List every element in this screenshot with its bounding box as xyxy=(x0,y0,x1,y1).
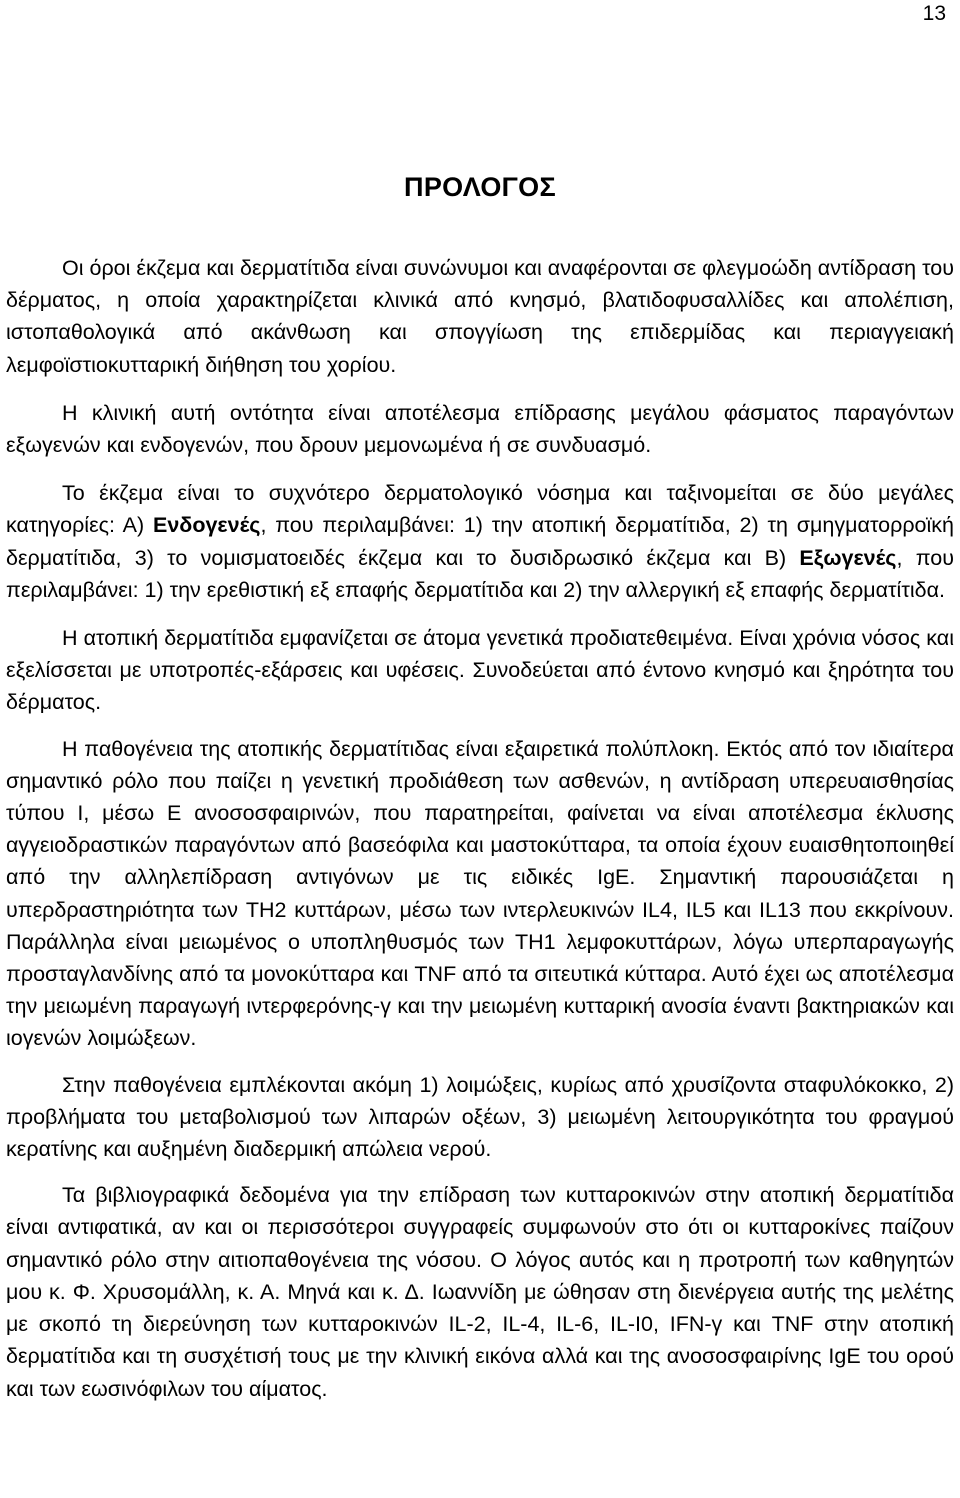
exogenous-label: Εξωγενές xyxy=(799,545,897,570)
page-number: 13 xyxy=(922,2,946,25)
paragraph-definition: Οι όροι έκζεμα και δερματίτιδα είναι συνώνυμοι και αναφέρονται σε φλεγμοώδη αντίδραση του δέρματος, η οποία χαρακτηρίζεται κλινικά από κνησμό, βλατιδοφυσαλλίδες και απολέπιση, ιστοπαθολογικά από ακάνθωση και σπογγίωση της επιδερμίδας και περιαγγειακή λεμφοϊστιοκυτταρική διήθηση του χορίου. xyxy=(6,256,954,377)
paragraph-additional-factors: Στην παθογένεια εμπλέκονται ακόμη 1) λοιμώξεις, κυρίως από χρυσίζοντα σταφυλόκοκκο, 2) προβλήματα του μεταβολισμού των λιπαρών οξέων, 3) μειωμένη λειτουργικότητα του φραγμού κερατίνης και αυξημένη διαδερμική απώλεια νερού. xyxy=(6,1072,954,1162)
paragraph-study-purpose: Τα βιβλιογραφικά δεδομένα για την επίδραση των κυτταροκινών στην ατοπική δερματίτιδα είναι αντιφατικά, αν και οι περισσότεροι συγγραφείς συμφωνούν στο ότι οι κυτταροκίνες παίζουν σημαντικό ρόλο στην αιτιοπαθογένεια της νόσου. Ο λόγος αυτός και η προτροπή των καθηγητών μου κ. Φ. Χρυσομάλλη, κ. Α. Μηνά και κ. Δ. Ιωαννίδη με ώθησαν στη διενέργεια αυτής της μελέτης με σκοπό τη διερεύνηση των κυτταροκινών IL-2, IL-4, IL-6, IL-I0, IFN-γ και TNF στην ατοπική δερματίτιδα και τη συσχέτισή τους με την κλινική εικόνα αλλά και της ανοσοσφαιρίνης IgE του ορού και των εωσινόφιλων του αίματος. xyxy=(6,1183,954,1401)
paragraph-atopic-dermatitis: Η ατοπική δερματίτιδα εμφανίζεται σε άτομα γενετικά προδιατεθειμένα. Είναι χρόνια νόσος και εξελίσσεται με υποτροπές-εξάρσεις και υφέσεις. Συνοδεύεται από έντονο κνησμό και ξηρότητα του δέρματος. xyxy=(6,626,954,715)
paragraph-classification xyxy=(6,477,954,606)
classification-text-2: , που περιλαμβάνει: 1) την ατοπική δερματίτιδα, 2) τη σμηγματορροϊκή δερματίτιδα, 3) το νομισματοειδές έκζεμα και το δυσιδρωσικό έκζεμα και Β) xyxy=(6,513,954,570)
classification-text-1: Το έκζεμα είναι το συχνότερο δερματολογικό νόσημα και ταξινομείται σε δύο μεγάλες κατηγορίες: Α) xyxy=(6,481,954,538)
page-title: ΠΡΟΛΟΓΟΣ xyxy=(404,172,556,203)
classification-text-3: , που περιλαμβάνει: 1) την ερεθιστική εξ επαφής δερματίτιδα και 2) την αλλεργική εξ επαφής δερματίτιδα. xyxy=(6,545,954,602)
endogenous-label: Ενδογενές xyxy=(153,513,261,538)
document-body xyxy=(6,252,954,1419)
paragraph-clinical-entity: Η κλινική αυτή οντότητα είναι αποτέλεσμα επίδρασης μεγάλου φάσματος παραγόντων εξωγενών και ενδογενών, που δρουν μεμονωμένα ή σε συνδυασμό. xyxy=(6,400,954,458)
paragraph-pathogenesis: Η παθογένεια της ατοπικής δερματίτιδας είναι εξαιρετικά πολύπλοκη. Εκτός από τον ιδιαίτερα σημαντικό ρόλο που παίζει η γενετική προδιάθεση των ασθενών, η αντίδραση υπερευαισθησίας τύπου Ι, μέσω Ε ανοσοσφαιρινών, που παρατηρείται, φαίνεται να είναι αποτέλεσμα έκλυσης αγγειοδραστικών παραγόντων από βασεόφιλα και μαστοκύτταρα, τα οποία έχουν ευαισθητοποιηθεί από την αλληλεπίδραση αντιγόνων με τις ειδικές IgE. Σημαντική παρουσιάζεται η υπερδραστηριότητα των TH2 κυττάρων, μέσω των ιντερλευκινών IL4, IL5 και IL13 που εκκρίνουν. Παράλληλα είναι μειωμένος ο υποπληθυσμός των TH1 λεμφοκυττάρων, λόγω υπερπαραγωγής προσταγλανδίνης από τα μονοκύτταρα και TNF από τα σιτευτικά κύτταρα. Αυτό έχει ως αποτέλεσμα την μειωμένη παραγωγή ιντερφερόνης-γ και την μειωμένη κυτταρική ανοσία έναντι βακτηριακών και ιογενών λοιμώξεων. xyxy=(6,736,954,1051)
